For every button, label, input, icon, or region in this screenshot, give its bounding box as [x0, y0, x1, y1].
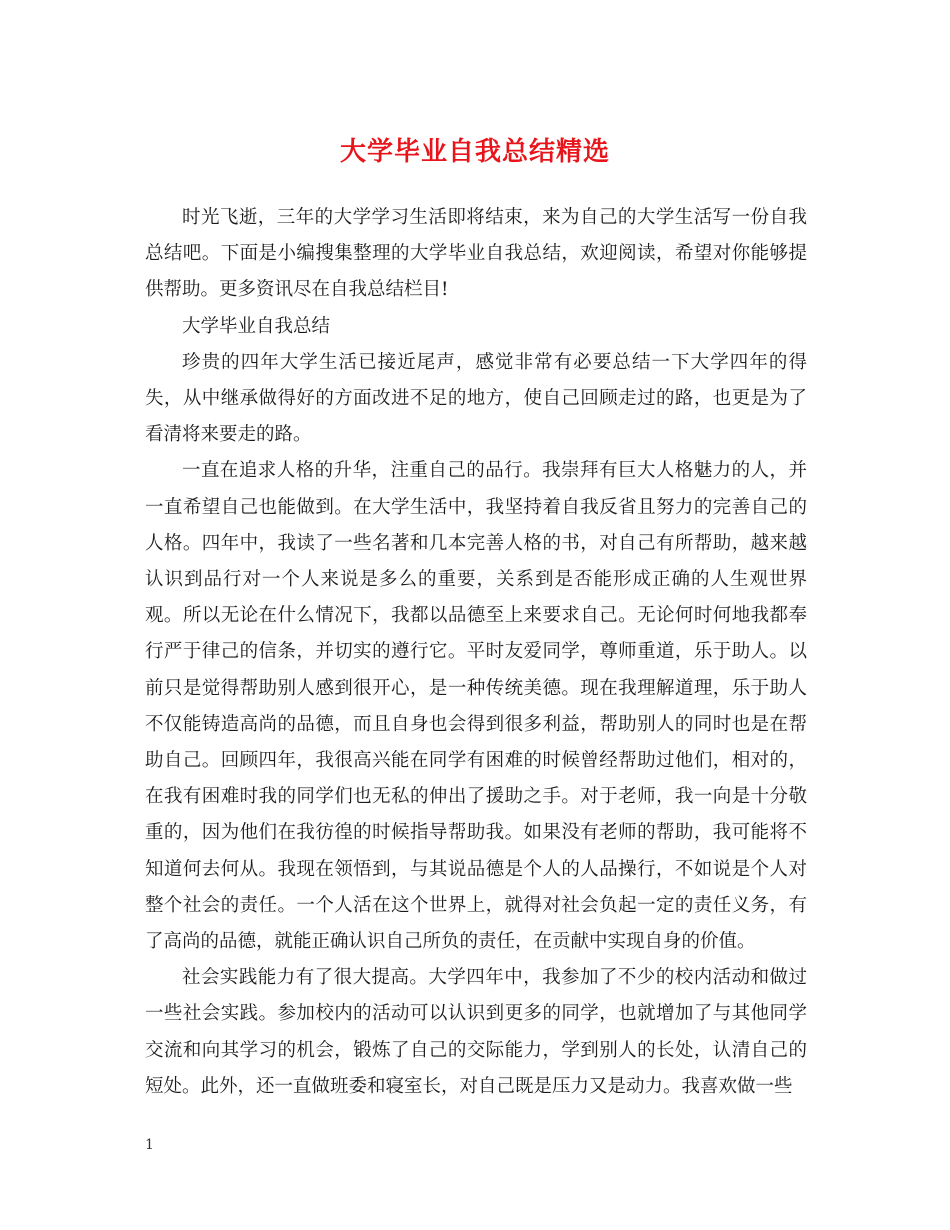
- paragraph-opening: 珍贵的四年大学生活已接近尾声，感觉非常有必要总结一下大学四年的得失，从中继承做得好的方面改进不足的地方，使自己回顾走过的路，也更是为了看清将来要走的路。: [145, 351, 807, 446]
- paragraph-character: 一直在追求人格的升华，注重自己的品行。我崇拜有巨大人格魅力的人，并一直希望自己也能做到。在大学生活中，我坚持着自我反省且努力的完善自己的人格。四年中，我读了一些名著和几本完善人格的书，对自己有所帮助，越来越认识到品行对一个人来说是多么的重要，关系到是否能形成正确的人生观世界观。所以无论在什么情况下，我都以品德至上来要求自己。无论何时何地我都奉行严于律己的信条，并切实的遵行它。平时友爱同学，尊师重道，乐于助人。以前只是觉得帮助别人感到很开心，是一种传统美德。现在我理解道理，乐于助人不仅能铸造高尚的品德，而且自身也会得到很多利益，帮助别人的同时也是在帮助自己。回顾四年，我很高兴能在同学有困难的时候曾经帮助过他们，相对的，在我有困难时我的同学们也无私的伸出了援助之手。对于老师，我一向是十分敬重的，因为他们在我彷徨的时候指导帮助我。如果没有老师的帮助，我可能将不知道何去何从。我现在领悟到，与其说品德是个人的人品操行，不如说是个人对整个社会的责任。一个人活在这个世界上，就得对社会负起一定的责任义务，有了高尚的品德，就能正确认识自己所负的责任，在贡献中实现自身的价值。: [145, 460, 807, 953]
- document-body: [145, 200, 807, 1105]
- paragraph-subheading: 大学毕业自我总结: [182, 315, 331, 337]
- page-number: 1: [145, 1137, 154, 1153]
- paragraph-intro: 时光飞逝，三年的大学学习生活即将结束，来为自己的大学生活写一份自我总结吧。下面是小编搜集整理的大学毕业自我总结，欢迎阅读，希望对你能够提供帮助。更多资讯尽在自我总结栏目!: [145, 207, 807, 301]
- document-title: 大学毕业自我总结精选: [339, 137, 610, 167]
- paragraph-practice: 社会实践能力有了很大提高。大学四年中，我参加了不少的校内活动和做过一些社会实践。参加校内的活动可以认识到更多的同学，也就增加了与其他同学交流和向其学习的机会，锻炼了自己的交际能力，学到别人的长处，认清自己的短处。此外，还一直做班委和寝室长，对自己既是压力又是动力。我喜欢做一些: [145, 967, 807, 1097]
